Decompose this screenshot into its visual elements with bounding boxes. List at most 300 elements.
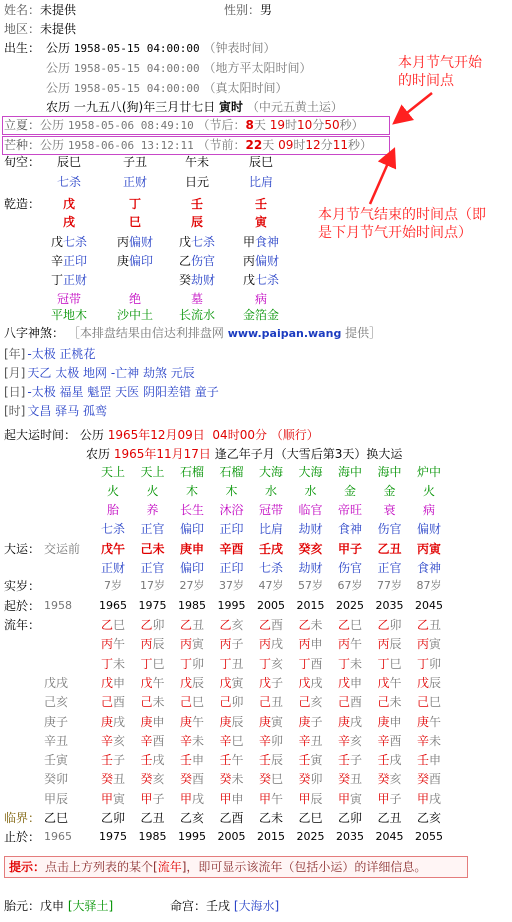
liunian-cell[interactable] — [173, 714, 211, 730]
liunian-label: 流年： — [4, 618, 41, 632]
liunian-branch: 申 — [152, 714, 165, 729]
xiaoyun-cell[interactable]: 甲辰 — [44, 791, 69, 806]
tip-box — [4, 856, 468, 878]
liunian-branch: 未 — [231, 772, 244, 787]
annotation-line: 的时间点 — [398, 73, 454, 89]
liunian-cell[interactable] — [410, 791, 448, 807]
liunian-cell[interactable] — [371, 617, 409, 633]
shensha-pillar: [日] — [4, 385, 26, 399]
dayun-start-year: 2015 — [296, 599, 325, 612]
dayun-ganzhi[interactable]: 辛酉 — [219, 542, 244, 556]
xiaoyun-cell[interactable]: 辛丑 — [44, 733, 69, 748]
liunian-stem: 乙 — [377, 618, 390, 632]
liunian-cell[interactable] — [213, 714, 251, 730]
shensha-label: 八字神煞： — [4, 326, 65, 340]
liunian-branch: 寅 — [113, 791, 126, 806]
liunian-cell[interactable] — [134, 714, 172, 730]
hidden-stem-cell — [110, 253, 160, 269]
liunian-cell[interactable] — [292, 752, 330, 768]
liunian-branch: 亥 — [350, 733, 363, 748]
liunian-cell[interactable] — [371, 714, 409, 730]
liunian-cell[interactable] — [94, 771, 132, 787]
shensha-url[interactable]: www.paipan.wang — [227, 327, 342, 340]
liunian-stem: 丙 — [337, 637, 350, 652]
liunian-stem: 庚 — [298, 714, 311, 729]
liunian-cell[interactable] — [213, 675, 251, 691]
liunian-cell[interactable] — [252, 694, 290, 710]
liunian-branch: 午 — [113, 637, 126, 652]
liunian-cell[interactable] — [134, 733, 172, 749]
hidden-stem-shishen: 偏印 — [129, 254, 154, 268]
liunian-cell[interactable] — [134, 752, 172, 768]
hidden-stem-cell — [44, 253, 94, 269]
hidden-stem-cell — [172, 272, 222, 288]
liunian-branch: 辰 — [389, 637, 402, 652]
liunian-stem: 戊 — [377, 675, 390, 690]
liunian-cell[interactable] — [292, 733, 330, 749]
shensha-values: 文昌 驿马 孤鸾 — [27, 404, 108, 418]
liunian-stem: 丙 — [140, 637, 153, 652]
taiyuan-value: 戊申 — [40, 899, 65, 913]
liunian-cell[interactable] — [94, 791, 132, 807]
term-days: 8 — [245, 118, 254, 132]
liunian-cell[interactable] — [213, 733, 251, 749]
liunian-branch: 午 — [271, 791, 284, 806]
dayun-shishen-stem: 偏财 — [416, 522, 441, 536]
dayun-start-year: 1995 — [217, 599, 246, 612]
dayun-age: 7岁 — [104, 579, 122, 592]
liunian-cell[interactable] — [410, 714, 448, 730]
hidden-stem-cell — [236, 253, 286, 269]
liunian-stem: 己 — [140, 695, 153, 710]
liunian-branch: 申 — [310, 637, 323, 652]
liunian-branch: 亥 — [152, 772, 165, 787]
dayun-end-year: 1975 — [99, 830, 127, 843]
dayun-nayin-top: 炉中 — [416, 465, 441, 479]
liunian-cell[interactable] — [134, 694, 172, 710]
liunian-cell[interactable] — [292, 656, 330, 672]
xiaoyun-cell[interactable]: 己亥 — [44, 695, 69, 710]
liunian-cell[interactable] — [94, 656, 132, 672]
shishen-top-cell: 七杀 — [56, 175, 81, 189]
liunian-cell[interactable] — [213, 656, 251, 672]
linjie-cell: 乙亥 — [416, 811, 441, 825]
dayun-end-year: 2015 — [257, 830, 285, 843]
liunian-cell[interactable] — [410, 636, 448, 652]
liunian-cell[interactable] — [410, 752, 448, 768]
liunian-cell[interactable] — [331, 675, 369, 691]
liunian-cell[interactable] — [94, 617, 132, 633]
liunian-stem: 丙 — [100, 637, 113, 652]
liunian-stem: 癸 — [100, 772, 113, 787]
liunian-cell[interactable] — [331, 714, 369, 730]
liunian-cell[interactable] — [331, 617, 369, 633]
shensha-values: -太极 正桃花 — [27, 347, 96, 361]
liunian-branch: 卯 — [192, 656, 205, 671]
term-min-unit: 分 — [312, 118, 325, 132]
liunian-stem: 己 — [416, 695, 429, 710]
liunian-cell[interactable] — [134, 656, 172, 672]
liunian-cell[interactable] — [134, 771, 172, 787]
qianzao-label: 乾造： — [4, 197, 41, 211]
liunian-cell[interactable] — [371, 656, 409, 672]
birth-datetime: 1958-05-15 04:00:00 — [73, 62, 200, 75]
liunian-stem: 癸 — [416, 772, 429, 787]
liunian-cell[interactable] — [252, 636, 290, 652]
liunian-cell[interactable] — [252, 752, 290, 768]
liunian-cell[interactable] — [173, 617, 211, 633]
liunian-cell[interactable] — [371, 675, 409, 691]
dayun-stage: 帝旺 — [337, 503, 362, 517]
shensha-row — [4, 346, 96, 362]
liunian-cell[interactable] — [173, 752, 211, 768]
liunian-cell[interactable] — [173, 636, 211, 652]
hidden-stem-cell — [172, 234, 222, 250]
liunian-stem: 戊 — [258, 675, 271, 690]
zhiyu-label: 止於： — [4, 830, 41, 844]
hidden-stem-cell — [44, 272, 94, 288]
term-start-name: 立夏： — [4, 118, 41, 132]
liunian-stem: 辛 — [298, 733, 311, 748]
liunian-branch: 巳 — [231, 733, 244, 748]
liunian-cell[interactable] — [173, 771, 211, 787]
liunian-branch: 未 — [152, 695, 165, 710]
liunian-branch: 午 — [231, 753, 244, 768]
liunian-stem: 丁 — [140, 656, 153, 671]
liunian-cell[interactable] — [173, 791, 211, 807]
liunian-cell[interactable] — [292, 791, 330, 807]
tip-link[interactable]: 流年 — [157, 860, 182, 874]
shensha-note-end: 提供］ — [345, 326, 382, 340]
liunian-cell[interactable] — [252, 675, 290, 691]
liunian-cell[interactable] — [410, 771, 448, 787]
dayun-end-year: 2045 — [375, 830, 404, 843]
liunian-cell[interactable] — [331, 771, 369, 787]
term-cal: 公历 — [40, 138, 65, 152]
liunian-branch: 寅 — [271, 714, 284, 729]
dayun-age: 47岁 — [258, 579, 284, 592]
dayun-stage: 临官 — [298, 503, 323, 517]
term-mins: 10 — [297, 118, 313, 132]
gender-label: 性别： — [224, 3, 261, 17]
dayun-shishen-stem: 劫财 — [298, 522, 323, 536]
liunian-cell[interactable] — [371, 733, 409, 749]
term-sec-unit: 秒） — [347, 138, 372, 152]
liunian-stem: 己 — [377, 695, 390, 710]
liunian-branch: 午 — [192, 714, 205, 729]
hidden-stem: 乙 — [178, 254, 191, 268]
liunian-cell[interactable] — [94, 714, 132, 730]
liunian-stem: 丙 — [377, 637, 390, 652]
dayun-shishen-branch: 伤官 — [337, 561, 362, 575]
lunar-cal-label: 农历 — [46, 100, 71, 114]
liunian-cell[interactable] — [252, 656, 290, 672]
liunian-branch: 未 — [113, 656, 126, 671]
liunian-cell[interactable] — [371, 752, 409, 768]
linjie-cell: 乙酉 — [219, 811, 244, 825]
taiyuan-nayin: [大驿土] — [67, 899, 114, 913]
zhiyu-first: 1965 — [44, 830, 72, 843]
liunian-branch: 子 — [113, 753, 126, 768]
dayun-nayin-element: 火 — [146, 484, 159, 498]
dayun-shishen-stem: 七杀 — [100, 522, 125, 536]
hidden-stem-shishen: 偏财 — [255, 254, 280, 268]
dayun-ganzhi[interactable]: 戊午 — [100, 542, 125, 556]
lunar-date: 一九五八(狗)年三月廿七日 — [73, 100, 216, 114]
liunian-stem: 癸 — [219, 772, 232, 787]
xiaoyun-cell[interactable]: 壬寅 — [44, 753, 69, 768]
liunian-cell[interactable] — [292, 694, 330, 710]
liunian-cell[interactable] — [292, 771, 330, 787]
dayun-ganzhi[interactable]: 壬戌 — [258, 542, 283, 556]
dayun-age: 77岁 — [377, 579, 402, 592]
dayun-ganzhi[interactable]: 乙丑 — [377, 542, 402, 556]
dayun-stage: 胎 — [106, 503, 119, 517]
taiyuan-label: 胎元： — [4, 899, 41, 913]
liunian-cell[interactable] — [213, 791, 251, 807]
liunian-cell[interactable] — [371, 694, 409, 710]
liunian-branch: 未 — [350, 656, 363, 671]
xunkong-cell: 午未 — [184, 155, 209, 169]
liunian-stem: 乙 — [100, 618, 113, 632]
liunian-cell[interactable] — [292, 617, 330, 633]
dayun-nayin-top: 石榴 — [219, 465, 244, 479]
dayun-shishen-branch: 正印 — [219, 561, 244, 575]
earthly-branch-cell: 戌 — [62, 215, 75, 229]
liunian-cell[interactable] — [252, 733, 290, 749]
liunian-cell[interactable] — [252, 714, 290, 730]
liunian-cell[interactable] — [213, 752, 251, 768]
dayun-nayin-element: 火 — [106, 484, 119, 498]
liunian-cell[interactable] — [134, 636, 172, 652]
liunian-branch: 申 — [429, 753, 442, 768]
hidden-stem: 丙 — [242, 254, 255, 268]
dayun-ganzhi[interactable]: 庚申 — [179, 542, 204, 556]
liunian-cell[interactable] — [410, 617, 448, 633]
shensha-row — [4, 403, 107, 419]
shensha-note: ［本排盘结果由信达利排盘网 — [67, 326, 224, 340]
liunian-stem: 丙 — [298, 637, 311, 652]
dayun-nayin-top: 天上 — [140, 465, 165, 479]
term-hour-unit: 时 — [293, 138, 306, 152]
liunian-branch: 丑 — [310, 733, 323, 748]
liunian-cell[interactable] — [292, 675, 330, 691]
liunian-stem: 丁 — [100, 656, 113, 671]
hidden-stem-cell — [44, 234, 94, 250]
name-label: 姓名： — [4, 3, 41, 17]
liunian-stem: 乙 — [337, 618, 350, 632]
liunian-stem: 甲 — [377, 791, 390, 806]
liunian-stem: 己 — [258, 695, 271, 710]
liunian-cell[interactable] — [173, 733, 211, 749]
linjie-cell: 乙亥 — [179, 811, 204, 825]
annotation-line: 是下月节气开始时间点） — [318, 225, 472, 241]
liunian-cell[interactable] — [94, 733, 132, 749]
liunian-stem: 己 — [219, 695, 232, 710]
liunian-cell[interactable] — [173, 656, 211, 672]
xiaoyun-cell[interactable]: 庚子 — [44, 714, 69, 729]
liunian-cell[interactable] — [292, 636, 330, 652]
shishen-top-cell: 比肩 — [248, 175, 273, 189]
liunian-branch: 午 — [152, 675, 165, 690]
dayun-shishen-stem: 食神 — [337, 522, 362, 536]
liunian-stem: 辛 — [377, 733, 390, 748]
qiyun-lunar-row — [86, 446, 402, 462]
liunian-stem: 辛 — [140, 733, 153, 748]
dayun-nayin-top: 海中 — [377, 465, 402, 479]
liunian-stem: 己 — [100, 695, 113, 710]
hidden-stem-shishen: 正财 — [63, 273, 88, 287]
liunian-cell[interactable] — [252, 791, 290, 807]
dayun-nayin-element: 木 — [225, 484, 238, 498]
linjie-cell: 乙卯 — [337, 811, 362, 825]
jiaoyun-before: 交运前 — [44, 542, 81, 556]
dayun-ganzhi[interactable]: 癸亥 — [298, 542, 323, 556]
liunian-branch: 巳 — [113, 618, 126, 632]
liunian-cell[interactable] — [331, 791, 369, 807]
term-end-name: 芒种： — [4, 138, 41, 152]
liunian-cell[interactable] — [213, 617, 251, 633]
hidden-stem-cell — [236, 234, 286, 250]
liunian-branch: 丑 — [231, 656, 244, 671]
liunian-cell[interactable] — [94, 752, 132, 768]
dayun-ganzhi[interactable]: 丙寅 — [416, 542, 441, 556]
liunian-stem: 己 — [179, 695, 192, 710]
liunian-cell[interactable] — [371, 791, 409, 807]
lunar-note: （中元五黄土运） — [246, 100, 343, 114]
liunian-stem: 乙 — [140, 618, 153, 632]
liunian-cell[interactable] — [94, 675, 132, 691]
liunian-cell[interactable] — [331, 636, 369, 652]
liunian-cell[interactable] — [173, 694, 211, 710]
dayun-end-year: 2005 — [217, 830, 246, 843]
hidden-stem: 戊 — [178, 235, 191, 249]
dayun-shishen-branch: 食神 — [416, 561, 441, 575]
dayun-nayin-element: 火 — [422, 484, 435, 498]
minggong-row — [170, 898, 279, 914]
liunian-cell[interactable] — [371, 771, 409, 787]
nayin-cell: 沙中土 — [116, 308, 153, 322]
liunian-stem: 丁 — [337, 656, 350, 671]
liunian-cell[interactable] — [213, 771, 251, 787]
term-secs: 50 — [324, 118, 340, 132]
tip-text: 点击上方列表的某个[ — [45, 860, 158, 874]
dayun-ganzhi[interactable]: 己未 — [140, 542, 165, 556]
changsheng-cell: 墓 — [190, 292, 203, 306]
dayun-ganzhi[interactable]: 甲子 — [337, 542, 362, 556]
liunian-branch: 未 — [310, 618, 323, 632]
liunian-branch: 午 — [429, 714, 442, 729]
birth-note: （地方平太阳时间） — [203, 61, 312, 75]
dayun-end-year: 1995 — [178, 830, 206, 843]
liunian-cell[interactable] — [371, 636, 409, 652]
liunian-branch: 戌 — [389, 753, 402, 768]
liunian-cell[interactable] — [410, 733, 448, 749]
liunian-stem: 壬 — [298, 753, 311, 768]
liunian-branch: 戌 — [113, 714, 126, 729]
liunian-stem: 己 — [298, 695, 311, 710]
hidden-stem-cell — [110, 234, 160, 250]
dayun-shishen-branch: 正官 — [377, 561, 402, 575]
changsheng-cell: 绝 — [128, 292, 141, 306]
liunian-branch: 戌 — [350, 714, 363, 729]
liunian-stem: 庚 — [416, 714, 429, 729]
liunian-cell[interactable] — [410, 656, 448, 672]
shisui-label: 实岁： — [4, 579, 41, 593]
liunian-stem: 辛 — [219, 733, 232, 748]
linjie-cell: 乙丑 — [377, 811, 402, 825]
qiyun-lunar-rest: 逢乙年子月（大雪后第3天）换大运 — [214, 447, 403, 461]
liunian-branch: 巳 — [152, 656, 165, 671]
liunian-branch: 巳 — [350, 618, 363, 632]
liunian-cell[interactable] — [94, 636, 132, 652]
xiaoyun-cell[interactable]: 癸卯 — [44, 772, 69, 787]
liunian-stem: 丁 — [298, 656, 311, 671]
liunian-cell[interactable] — [410, 675, 448, 691]
dayun-shishen-branch: 偏印 — [179, 561, 204, 575]
qiyun-direction: （顺行） — [270, 428, 319, 442]
liunian-cell[interactable] — [331, 752, 369, 768]
liunian-cell[interactable] — [252, 617, 290, 633]
liunian-cell[interactable] — [134, 617, 172, 633]
liunian-cell[interactable] — [94, 694, 132, 710]
shensha-header — [4, 325, 381, 342]
liunian-cell[interactable] — [292, 714, 330, 730]
liunian-branch: 酉 — [389, 733, 402, 748]
earthly-branch-cell: 辰 — [190, 215, 203, 229]
dayun-stage: 衰 — [383, 503, 396, 517]
liunian-cell[interactable] — [252, 771, 290, 787]
liunian-branch: 戌 — [192, 791, 205, 806]
liunian-cell[interactable] — [331, 694, 369, 710]
liunian-cell[interactable] — [410, 694, 448, 710]
liunian-branch: 午 — [350, 637, 363, 652]
liunian-stem: 庚 — [377, 714, 390, 729]
dayun-stage: 病 — [422, 503, 435, 517]
dayun-nayin-top: 天上 — [100, 465, 125, 479]
liunian-cell[interactable] — [213, 636, 251, 652]
hidden-stem-shishen: 偏财 — [129, 235, 154, 249]
term-datetime: 1958-06-06 13:12:11 — [67, 139, 194, 152]
liunian-branch: 申 — [350, 675, 363, 690]
liunian-stem: 癸 — [298, 772, 311, 787]
liunian-stem: 甲 — [100, 791, 113, 806]
liunian-branch: 酉 — [310, 656, 323, 671]
dayun-start-year: 1975 — [138, 599, 167, 612]
tip-text-end: ]，即可显示该流年（包括小运）的详细信息。 — [181, 860, 427, 874]
dayun-nayin-top: 大海 — [258, 465, 283, 479]
liunian-cell[interactable] — [331, 656, 369, 672]
liunian-cell[interactable] — [134, 675, 172, 691]
hidden-stem: 戊 — [50, 235, 63, 249]
liunian-branch: 子 — [389, 791, 402, 806]
shensha-pillar: [时] — [4, 404, 26, 418]
liunian-stem: 庚 — [219, 714, 232, 729]
liunian-branch: 丑 — [113, 772, 126, 787]
liunian-stem: 壬 — [416, 753, 429, 768]
liunian-cell[interactable] — [134, 791, 172, 807]
cal-label: 公历 — [46, 81, 71, 95]
liunian-cell[interactable] — [213, 694, 251, 710]
liunian-cell[interactable] — [173, 675, 211, 691]
liunian-cell[interactable] — [331, 733, 369, 749]
liunian-stem: 戊 — [179, 675, 192, 690]
liunian-stem: 乙 — [179, 618, 192, 632]
term-hour-unit: 时 — [285, 118, 298, 132]
hidden-stem: 辛 — [50, 254, 63, 268]
xiaoyun-cell[interactable]: 戊戌 — [44, 675, 69, 690]
liunian-branch: 巳 — [271, 772, 284, 787]
